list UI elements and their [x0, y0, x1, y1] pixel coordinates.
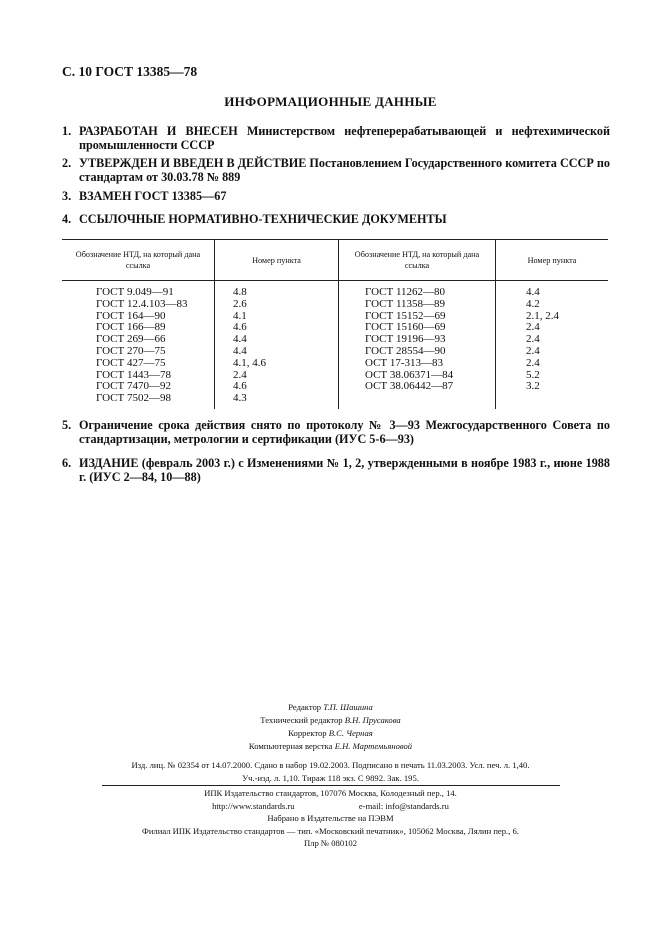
point-cell: 4.4	[233, 333, 247, 346]
publisher-info	[0, 787, 661, 850]
doc-cell: ГОСТ 15152—69	[365, 309, 446, 322]
credit-label: Технический редактор	[260, 715, 343, 725]
point-cell: 2.4	[526, 344, 540, 357]
point-cell: 4.8	[233, 286, 247, 298]
editor-line	[0, 701, 661, 714]
divider	[102, 785, 560, 786]
doc-cell: ГОСТ 11358—89	[365, 297, 446, 310]
point-cell: 3.2	[526, 380, 540, 393]
credit-label: Редактор	[288, 702, 322, 712]
point-cell: 2.4	[526, 356, 540, 369]
point-cell: 2.4	[526, 321, 540, 334]
point-cell: 2.6	[233, 297, 247, 310]
doc-cell: ГОСТ 1443—78	[96, 368, 171, 381]
doc-cell: ГОСТ 166—89	[96, 321, 166, 334]
doc-cell: ГОСТ 11262—80	[365, 286, 446, 298]
item-text: ВЗАМЕН ГОСТ 13385—67	[79, 189, 227, 203]
info-item-5	[62, 418, 610, 446]
doc-cell: ГОСТ 28554—90	[365, 344, 446, 357]
item-text: Ограничение срока действия снято по протоколу № 3—93 Межгосударственного Совета по стандартизации, метрологии и сертификации (ИУС 5-6—93)	[79, 418, 610, 446]
item-text: РАЗРАБОТАН И ВНЕСЕН Министерством нефтеперерабатывающей и нефтехимической промышленности СССР	[79, 124, 610, 152]
point-cell: 4.2	[526, 297, 540, 310]
item-text: ИЗДАНИЕ (февраль 2003 г.) с Изменениями № 1, 2, утвержденными в ноябре 1983 г., июне 1988 г. (ИУС 2—84, 10—88)	[79, 456, 610, 484]
publisher-website: http://www.standards.ru	[212, 800, 295, 811]
corrector-line	[0, 727, 661, 740]
tech-editor-line	[0, 714, 661, 727]
info-item-3	[62, 189, 610, 203]
info-item-2	[62, 156, 610, 184]
publisher-line: Филиал ИПК Издательство стандартов — тип. «Московский печатник», 105062 Москва, Лялин пер., 6.	[142, 825, 519, 836]
section-title: ИНФОРМАЦИОННЫЕ ДАННЫЕ	[224, 94, 437, 109]
publisher-line: Набрано в Издательстве на ПЭВМ	[267, 813, 394, 823]
credit-name: В.С. Черная	[328, 728, 373, 738]
point-cell: 2.1, 2.4	[526, 309, 559, 322]
point-cell: 2.4	[233, 368, 247, 381]
point-cell: 2.4	[526, 333, 540, 346]
item-number: 5.	[62, 418, 72, 432]
info-item-4	[62, 212, 610, 226]
doc-cell: ГОСТ 269—66	[96, 333, 166, 346]
doc-cell: ОСТ 17-313—83	[365, 356, 444, 369]
column-header: Номер пункта	[215, 240, 339, 281]
point-cell: 4.1, 4.6	[233, 356, 266, 369]
item-text: ССЫЛОЧНЫЕ НОРМАТИВНО-ТЕХНИЧЕСКИЕ ДОКУМЕНТЫ	[79, 212, 447, 226]
credit-label: Компьютерная верстка	[248, 741, 333, 751]
column-header: Обозначение НТД, на который дана ссылка	[339, 240, 496, 281]
publisher-contacts	[0, 800, 661, 813]
table-header-row	[62, 240, 608, 281]
point-cell: 5.2	[526, 368, 540, 381]
item-number: 6.	[62, 456, 72, 470]
doc-cell: ГОСТ 9.049—91	[96, 286, 174, 298]
item-number: 4.	[62, 212, 72, 226]
left-points-column	[215, 281, 339, 409]
point-cell: 4.6	[233, 380, 247, 393]
column-header: Обозначение НТД, на который дана ссылка	[62, 240, 215, 281]
point-cell: 4.4	[233, 344, 247, 357]
credit-name: В.Н. Прусакова	[344, 715, 401, 725]
editorial-credits	[0, 701, 661, 753]
doc-cell: ГОСТ 427—75	[96, 356, 166, 369]
publisher-email: e-mail: info@standards.ru	[358, 800, 449, 811]
doc-cell: ГОСТ 7470—92	[96, 380, 171, 393]
print-info	[0, 759, 661, 785]
point-cell: 4.6	[233, 321, 247, 334]
info-item-6	[62, 456, 610, 484]
doc-cell: ОСТ 38.06371—84	[365, 368, 454, 381]
doc-cell: ГОСТ 270—75	[96, 344, 166, 357]
right-docs-column	[339, 281, 496, 409]
doc-cell: ГОСТ 12.4.103—83	[96, 297, 188, 310]
print-info-line: Изд. лиц. № 02354 от 14.07.2000. Сдано в набор 19.02.2003. Подписано в печать 11.03.2003. Усл. печ. л. 1,40.	[131, 760, 530, 770]
doc-cell: ГОСТ 15160—69	[365, 321, 446, 334]
point-cell: 4.1	[233, 309, 247, 322]
doc-cell: ГОСТ 164—90	[96, 309, 166, 322]
doc-cell: ГОСТ 7502—98	[96, 392, 171, 405]
doc-cell: ГОСТ 19196—93	[365, 333, 446, 346]
table-row	[62, 281, 608, 409]
item-text: УТВЕРЖДЕН И ВВЕДЕН В ДЕЙСТВИЕ Постановлением Государственного комитета СССР по стандартам от 30.03.78 № 889	[79, 156, 610, 184]
point-cell: 4.3	[233, 392, 247, 405]
item-number: 3.	[62, 189, 72, 203]
right-points-column	[496, 281, 609, 409]
info-item-1	[62, 124, 610, 152]
publisher-line: ИПК Издательство стандартов, 107076 Москва, Колодезный пер., 14.	[204, 788, 457, 798]
layout-line	[0, 740, 661, 753]
credit-label: Корректор	[288, 728, 327, 738]
column-header: Номер пункта	[496, 240, 609, 281]
item-number: 2.	[62, 156, 72, 170]
doc-cell: ОСТ 38.06442—87	[365, 380, 454, 393]
print-info-line: Уч.-изд. л. 1,10. Тираж 118 экз. С 9892. Зак. 195.	[242, 773, 419, 783]
references-table	[62, 239, 608, 409]
point-cell: 4.4	[526, 286, 540, 298]
credit-name: Е.Н. Мартемьяновой	[334, 741, 413, 751]
credit-name: Т.П. Шашина	[323, 702, 373, 712]
left-docs-column	[62, 281, 215, 409]
item-number: 1.	[62, 124, 72, 138]
page-header: С. 10 ГОСТ 13385—78	[62, 64, 198, 79]
license-number: Плр № 080102	[303, 838, 358, 848]
